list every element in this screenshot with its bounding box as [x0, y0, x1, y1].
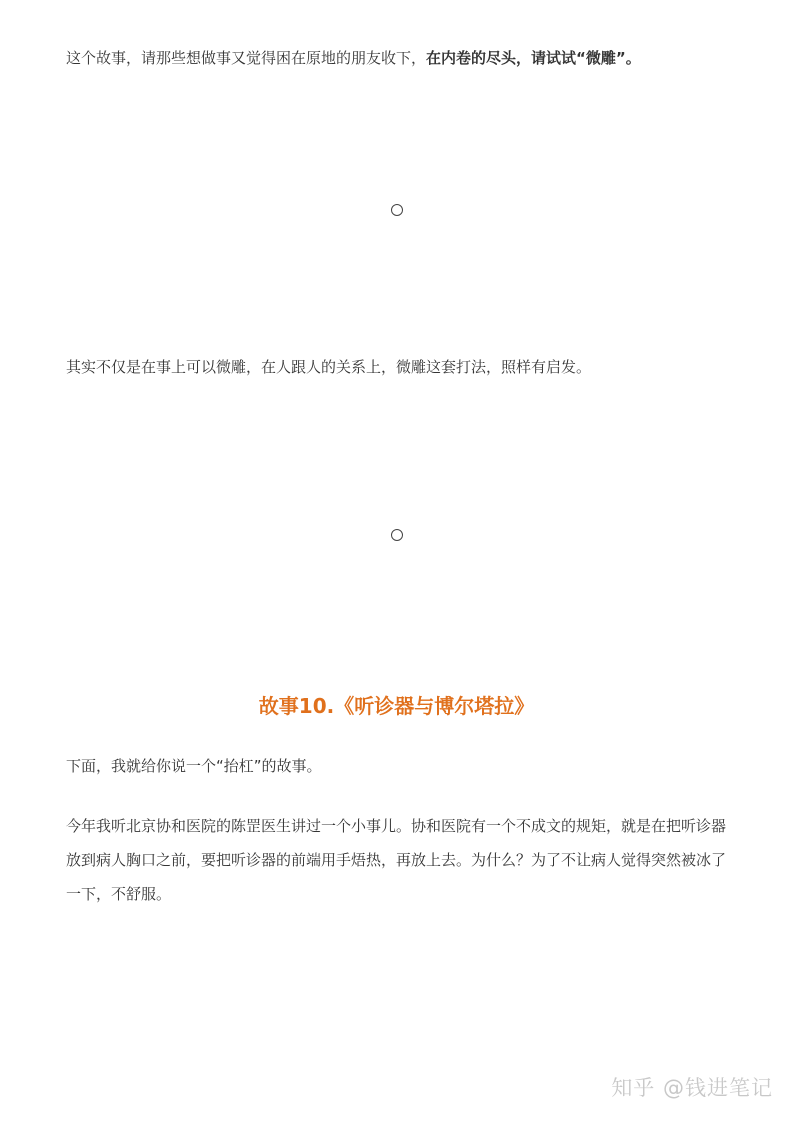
- paragraph-story-body: 今年我听北京协和医院的陈罡医生讲过一个小事儿。协和医院有一个不成文的规矩，就是在把听诊器放到病人胸口之前，要把听诊器的前端用手焐热，再放上去。为什么？为了不让病人觉得突然被冰了一下，不舒服。: [66, 817, 727, 903]
- paragraph-intro-text: 这个故事，请那些想做事又觉得困在原地的朋友收下，: [66, 49, 427, 67]
- paragraph-story-intro: 下面，我就给你说一个“抬杠”的故事。: [66, 757, 322, 775]
- image-loading-spinner-icon: [391, 204, 403, 216]
- zhihu-watermark: 知乎 @钱进笔记: [611, 1076, 773, 1100]
- section-heading: 故事10.《听诊器与博尔塔拉》: [258, 694, 535, 718]
- paragraph-intro: [66, 41, 736, 75]
- paragraph-relationship: 其实不仅是在事上可以微雕，在人跟人的关系上，微雕这套打法，照样有启发。: [66, 358, 592, 376]
- paragraph-intro-emphasis: 在内卷的尽头，请试试“微雕”。: [426, 49, 641, 67]
- image-loading-spinner-icon: [391, 529, 403, 541]
